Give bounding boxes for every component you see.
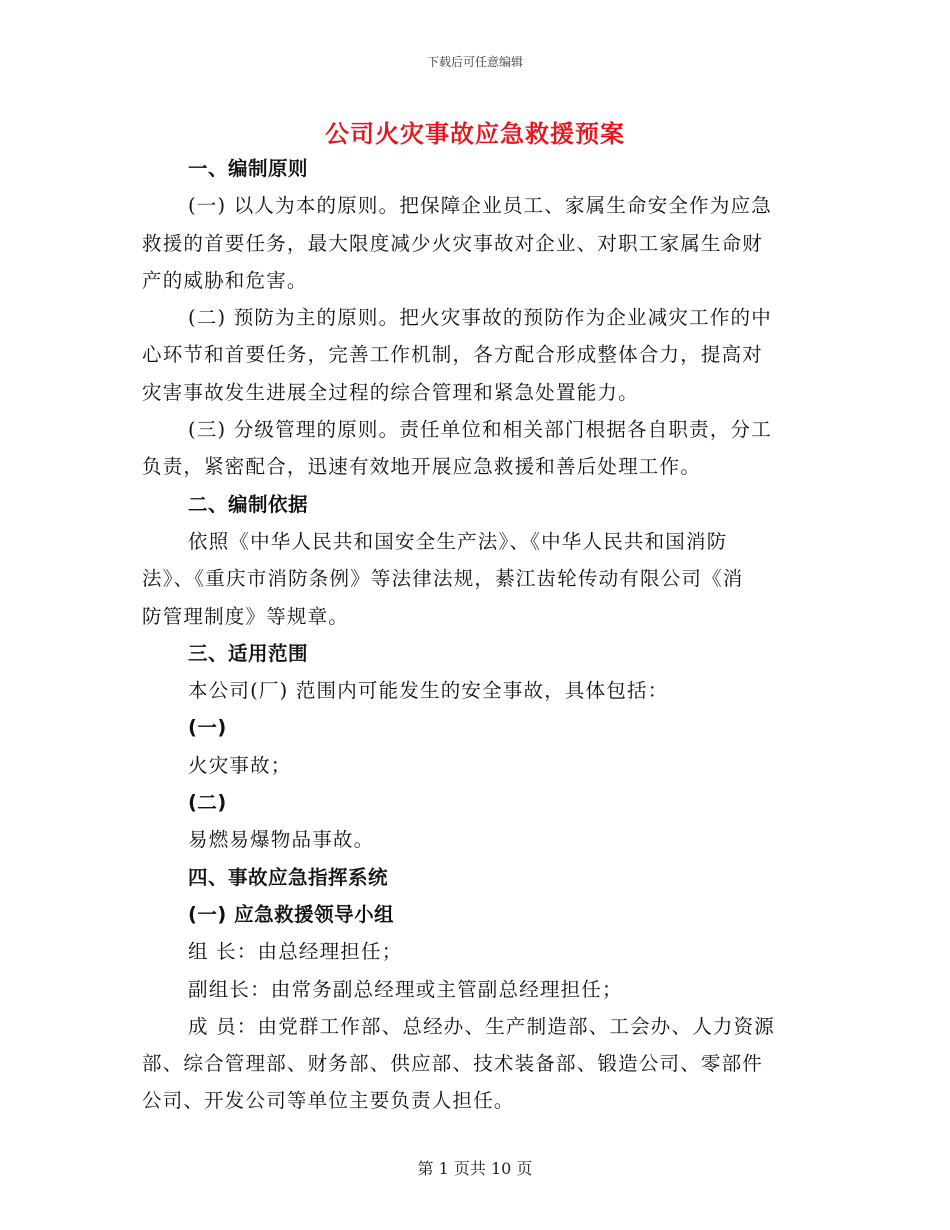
text-line: 防管理制度》等规章。 xyxy=(142,604,350,628)
document-title: 公司火灾事故应急救援预案 xyxy=(325,120,625,148)
page-footer: 第 1 页共 10 页 xyxy=(417,1159,533,1178)
text-line: 救援的首要任务，最大限度减少火灾事故对企业、对职工家属生命财 xyxy=(142,231,764,255)
text-line: 依照《中华人民共和国安全生产法》、《中华人民共和国消防 xyxy=(188,529,728,553)
text-line: (一) xyxy=(188,716,227,740)
text-line: 副组长：由常务副总经理或主管副总经理担任； xyxy=(188,977,623,1001)
text-line: 负责，紧密配合，迅速有效地开展应急救援和善后处理工作。 xyxy=(142,455,701,479)
text-line: 灾害事故发生进展全过程的综合管理和紧急处置能力。 xyxy=(142,380,639,404)
text-line: 火灾事故； xyxy=(188,753,292,777)
text-line: (三) 分级管理的原则。责任单位和相关部门根据各自职责，分工 xyxy=(188,418,772,442)
text-line: (一) 以人为本的原则。把保障企业员工、家属生命安全作为应急 xyxy=(188,194,772,218)
text-line: 易燃易爆物品事故。 xyxy=(188,828,375,852)
text-line: 组 长：由总经理担任； xyxy=(188,940,403,964)
header-note: 下载后可任意编辑 xyxy=(426,55,523,69)
text-line: 部、综合管理部、财务部、供应部、技术装备部、锻造公司、零部件 xyxy=(142,1052,764,1076)
text-line: 心环节和首要任务，完善工作机制，各方配合形成整体合力，提高对 xyxy=(142,343,764,367)
text-line: 本公司(厂) 范围内可能发生的安全事故，具体包括： xyxy=(188,679,669,703)
text-line: 三、适用范围 xyxy=(188,641,309,665)
text-line: 公司、开发公司等单位主要负责人担任。 xyxy=(142,1089,515,1113)
text-line: 二、编制依据 xyxy=(188,492,309,516)
document-body xyxy=(142,150,810,1120)
text-line: 产的威胁和危害。 xyxy=(142,268,308,292)
text-line: 四、事故应急指挥系统 xyxy=(188,865,389,889)
text-line: (二) xyxy=(188,791,227,815)
text-line: 一、编制原则 xyxy=(188,157,309,180)
text-line: (二) 预防为主的原则。把火灾事故的预防作为企业减灾工作的中 xyxy=(188,306,772,330)
text-line: 法》、《重庆市消防条例》等法律法规，綦江齿轮传动有限公司《消 xyxy=(142,567,744,591)
text-line: (一) 应急救援领导小组 xyxy=(188,902,395,926)
text-line: 成 员：由党群工作部、总经办、生产制造部、工会办、人力资源 xyxy=(188,1014,775,1038)
